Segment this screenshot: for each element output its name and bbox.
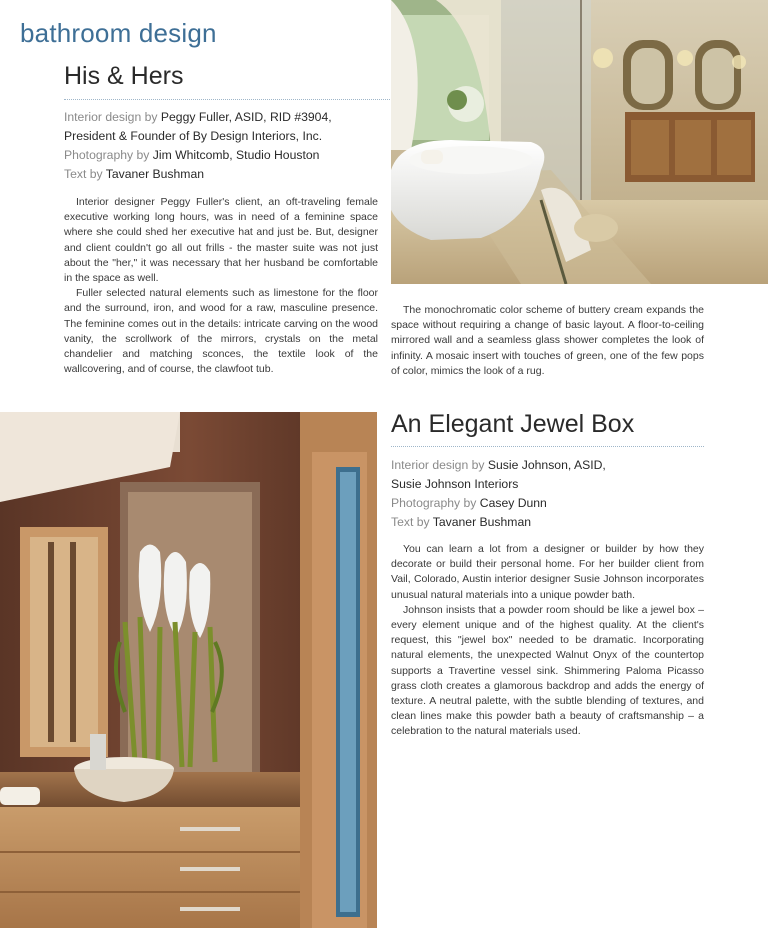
article1-title: His & Hers: [64, 62, 184, 90]
section-tag: bathroom design: [20, 18, 217, 48]
powder-bath-photo: [0, 412, 377, 928]
article1-credits: [64, 108, 384, 184]
credit-line: Interior design by Susie Johnson, ASID,: [391, 458, 606, 472]
article2-body: [391, 542, 704, 740]
paragraph: Interior designer Peggy Fuller's client, an oft-traveling female executive working long hours, was in need of a feminine space where she could shed her executive hat and just be. But, designer and client couldn't go all out frills - the master suite was not just about the "her," it was necessary that her husband be comfortable in the space as well.: [64, 196, 378, 285]
article1-caption: The monochromatic color scheme of buttery cream expands the space without requiring a change of basic layout. A floor-to-ceiling mirrored wall and a seamless glass shower completes the look of infinity. A mosaic insert with touches of green, one of the few pops of color, mimics the look of a rug.: [391, 304, 704, 377]
title-divider: [391, 446, 704, 447]
article2-credits: [391, 456, 704, 532]
paragraph: Johnson insists that a powder room should be like a jewel box – every element unique and of the highest quality. At the client's request, this "jewel box" needed to be dramatic. Incorporating natural elements, the unexpected Walnut Onyx of the countertop supports a Travertine vessel sink. Shimmering Paloma Picasso grass cloth creates a glamorous backdrop and adds the energy of texture. A neutral palette, with the subtle blending of textures, and clean lines make this powder bath a beauty of craftsmanship – a celebration to the natural materials used.: [391, 603, 704, 738]
credit-line: Photography by Jim Whitcomb, Studio Houston: [64, 148, 320, 162]
credit-line: Interior design by Peggy Fuller, ASID, RID #3904,: [64, 110, 332, 124]
paragraph: You can learn a lot from a designer or builder by how they decorate or build their personal home. For her builder client from Vail, Colorado, Austin interior designer Susie Johnson incorporates unusual natural materials into a unique powder bath.: [391, 543, 704, 601]
paragraph: Fuller selected natural elements such as limestone for the floor and the surround, iron, and wood for a raw, masculine presence. The feminine comes out in the details: intricate carving on the wood vanity, the scrollwork of the mirrors, crystals on the metal chandelier and matching sconces, the textile look of the wallcovering, and of course, the clawfoot tub.: [64, 287, 378, 376]
credit-line: Text by Tavaner Bushman: [391, 515, 532, 529]
master-bath-photo: [391, 0, 768, 284]
article2-title: An Elegant Jewel Box: [391, 410, 635, 438]
credit-line: Susie Johnson Interiors: [391, 477, 519, 491]
credit-line: President & Founder of By Design Interiors, Inc.: [64, 129, 323, 143]
title-divider: [64, 99, 390, 100]
credit-line: Text by Tavaner Bushman: [64, 167, 205, 181]
article1-body: [64, 195, 378, 377]
credit-line: Photography by Casey Dunn: [391, 496, 547, 510]
